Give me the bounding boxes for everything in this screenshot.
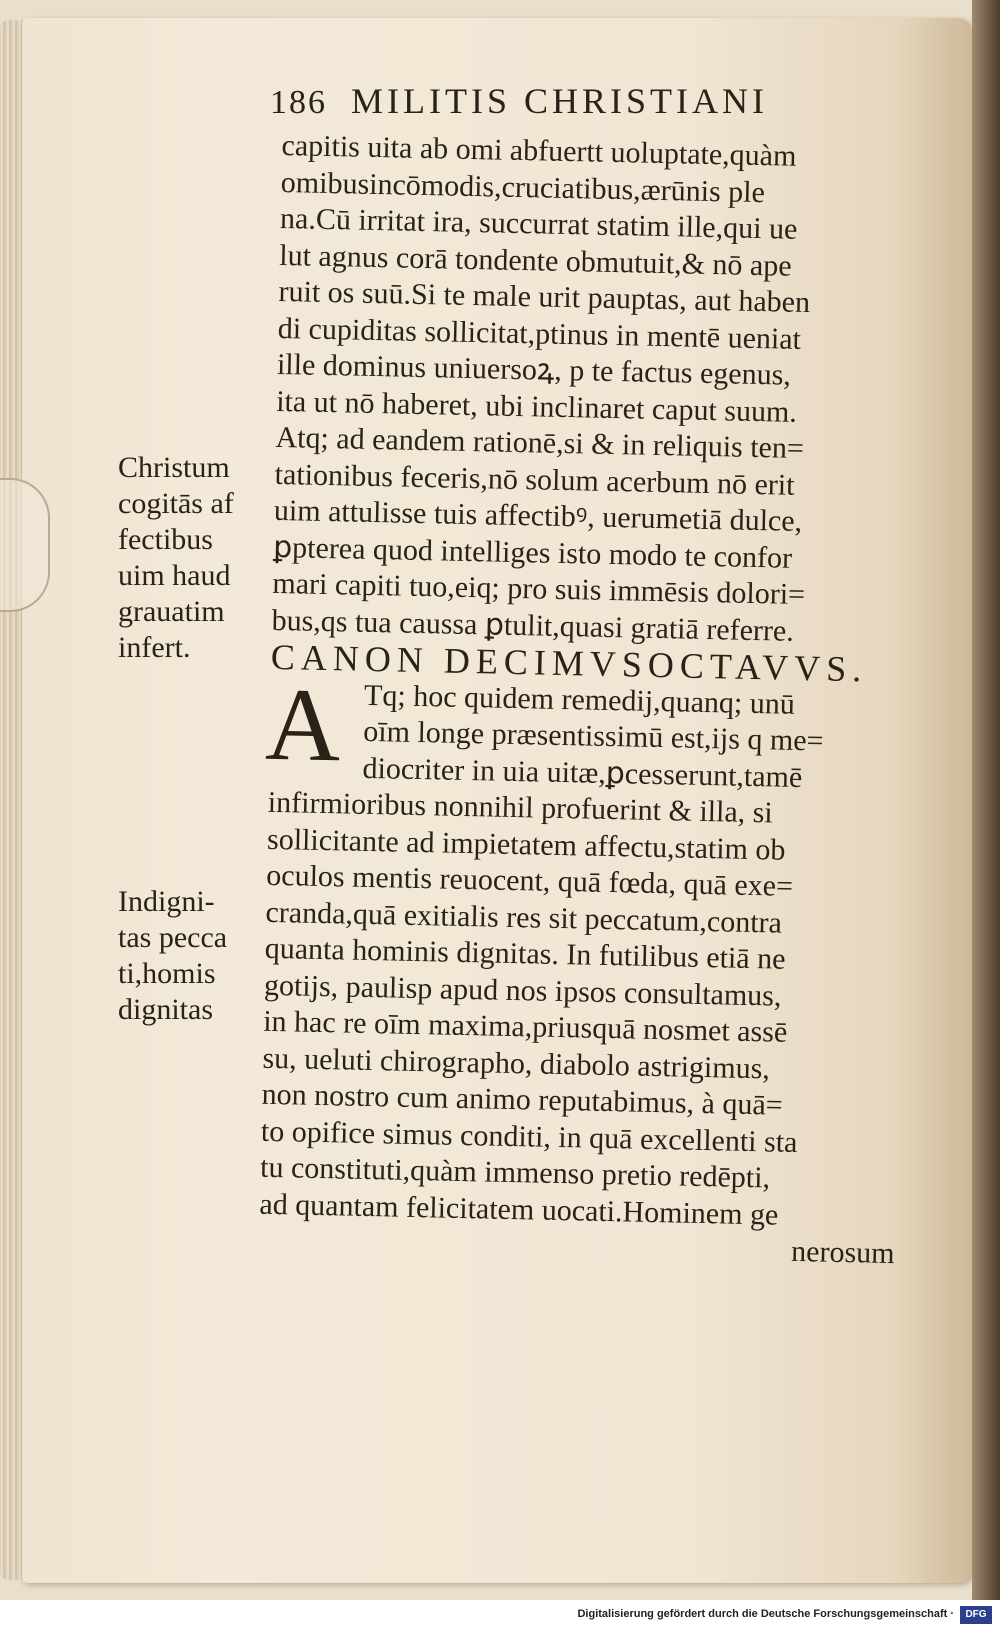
text-line: oīm longe præsentissimū est,ijs q me= — [363, 714, 824, 758]
text-line: Tq; hoc quidem remedij,quanq; unū — [363, 678, 796, 721]
text-line: ita ut nō haberet, ubi inclinaret caput suum. — [275, 384, 798, 429]
text-line: tationibus feceris,nō solum acerbum nō erit — [274, 457, 795, 502]
margin-note-line: Indigni- — [118, 885, 215, 918]
catchword: nerosum — [790, 1234, 895, 1271]
margin-note-line: Christum — [118, 451, 230, 484]
margin-note-line: tas pecca — [118, 921, 228, 954]
footer-bar — [0, 1600, 1000, 1635]
dfg-logo: DFG — [960, 1606, 992, 1624]
text-line: lut agnus corā tondente obmutuit,& nō ape — [278, 238, 792, 283]
text-line: ꝑpterea quod intelliges isto modo te confor — [272, 530, 793, 575]
margin-note-line: ti,homis — [118, 957, 216, 990]
text-line: mari capiti tuo,eiq; pro suis immēsis dolori= — [272, 566, 806, 612]
book-gutter — [972, 0, 1000, 1600]
canon-heading: CANON DECIMVSOCTAVVS. — [270, 636, 868, 690]
text-line: ruit os suū.Si te male urit pauptas, aut haben — [278, 274, 811, 320]
text-line: na.Cū irritat ira, succurrat statim ille,qui ue — [279, 201, 798, 246]
margin-note-line: cogitās af — [118, 487, 234, 520]
text-line: ad quantam felicitatem uocati.Hominem ge — [259, 1187, 779, 1232]
text-line: uim attulisse tuis affectibꝰ, uerumetiā dulce, — [273, 493, 803, 538]
margin-note-line: infert. — [118, 631, 191, 664]
text-line: quanta hominis dignitas. In futilibus etiā ne — [264, 931, 786, 976]
drop-capital: A — [264, 666, 342, 783]
margin-note-line: grauatim — [118, 595, 225, 628]
text-line: gotijs, paulisp apud nos ipsos consultamus, — [263, 968, 782, 1013]
text-line: in hac re oīm maxima,priusquā nosmet assē — [262, 1004, 788, 1049]
text-line: to opifice simus conditi, in quā excellenti sta — [260, 1114, 798, 1159]
text-line: omibusincōmodis,cruciatibus,ærūnis ple — [280, 165, 766, 209]
text-line: tu constituti,quàm immenso pretio redēpti, — [259, 1150, 771, 1195]
text-line: capitis uita ab omi abfuertt uoluptate,quàm — [281, 128, 797, 173]
margin-note-indignitas — [118, 884, 278, 1028]
text-line: su, ueluti chirographo, diabolo astrigimus, — [262, 1041, 771, 1085]
text-line: ille dominus uniuersoꝝ, p te factus egenus, — [276, 347, 792, 392]
text-line: sollicitante ad impietatem affectu,statim ob — [266, 822, 786, 867]
page-tab-marker — [0, 478, 50, 612]
funding-credit: Digitalisierung gefördert durch die Deutsche Forschungsgemeinschaft · — [577, 1608, 954, 1620]
dropcap-block — [264, 666, 920, 798]
body-text — [258, 128, 932, 1273]
margin-note-line: fectibus — [118, 523, 213, 556]
running-title: MILITIS CHRISTIANI — [351, 81, 768, 121]
text-line: Atq; ad eandem rationē,si & in reliquis ten= — [275, 420, 805, 465]
text-line: infirmioribus nonnihil profuerint & illa, si — [267, 785, 774, 830]
text-line: diocriter in uia uitæ,ꝑcesserunt,tamē — [362, 751, 803, 794]
margin-note-line: dignitas — [118, 993, 213, 1026]
margin-note-christum — [118, 450, 278, 666]
margin-note-line: uim haud — [118, 559, 231, 592]
page-header — [270, 80, 930, 122]
text-line: oculos mentis reuocent, quā fœda, quā exe= — [266, 858, 794, 903]
text-line: di cupiditas sollicitat,ptinus in mentē ueniat — [277, 311, 802, 356]
folio-number: 186 — [270, 84, 327, 121]
text-line: cranda,quā exitialis res sit peccatum,contra — [265, 895, 783, 940]
text-line: non nostro cum animo reputabimus, à quā= — [261, 1077, 783, 1122]
text-line: bus,qs tua caussa ꝑtulit,quasi gratiā referre. — [271, 603, 795, 648]
